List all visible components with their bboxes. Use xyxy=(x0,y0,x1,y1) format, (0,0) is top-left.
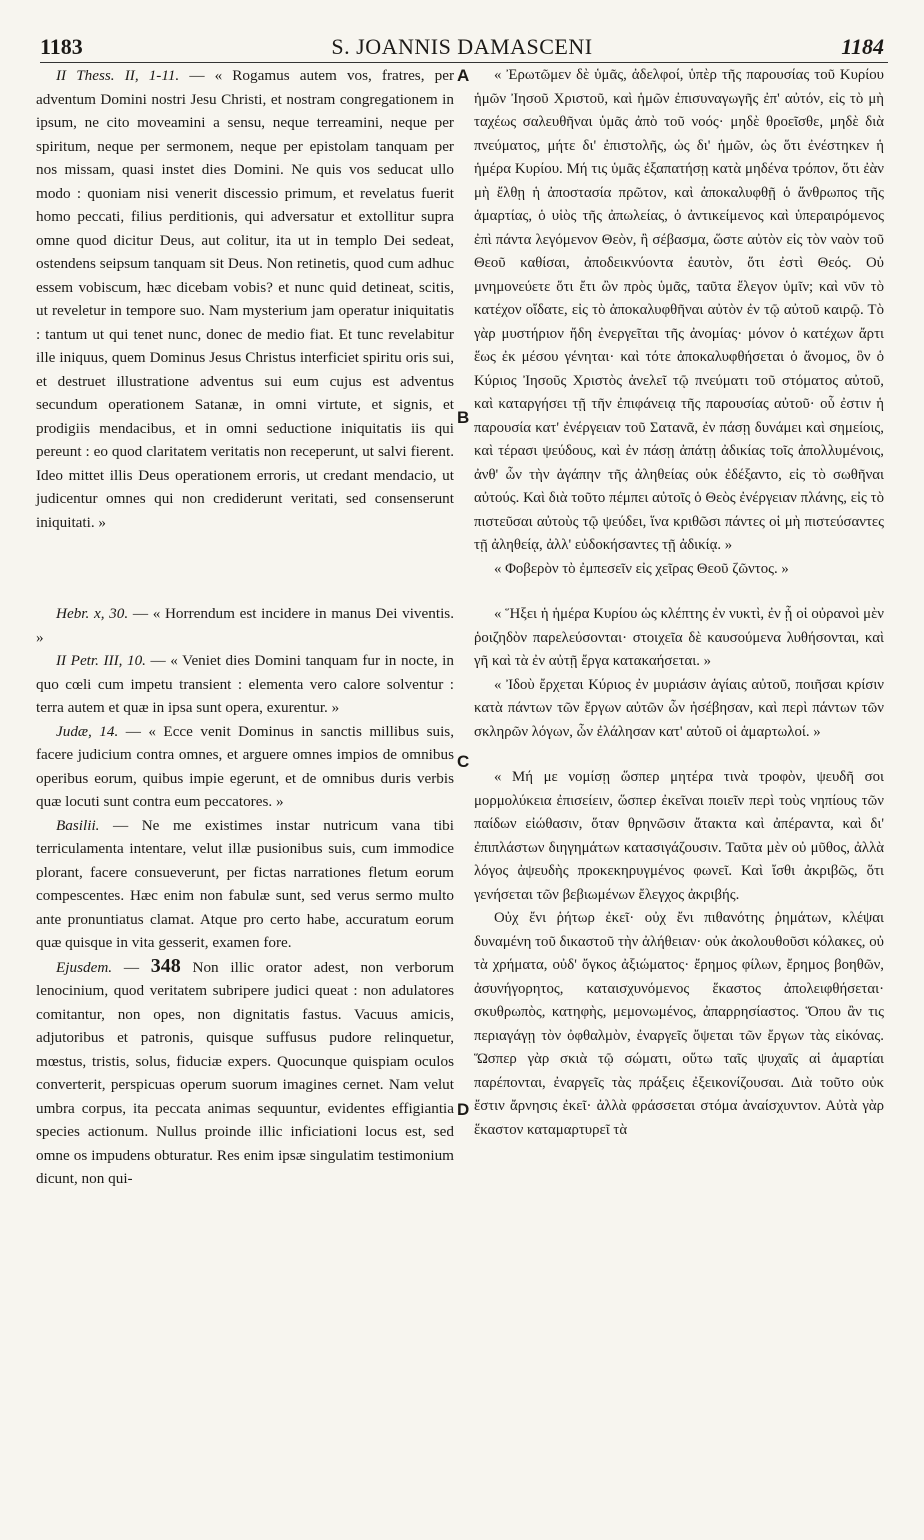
latin-passage-petr xyxy=(36,649,454,720)
section-dash: — xyxy=(123,958,151,976)
page-header xyxy=(40,34,884,64)
margin-letter-b: B xyxy=(457,408,470,427)
scripture-reference: II Petr. III, 10. xyxy=(56,652,146,669)
passage-text: — « Ecce venit Dominus in sanctis millibus suis, facere judicium contra omnes, et arguere omnes impios de omnibus operibus eorum, quibus impie egerunt, et de omnibus duris verbis quæ locuti sunt contra eum peccatores. » xyxy=(36,722,455,810)
passage-text: Non illic orator adest, non verborum lenocinium, quod veritatem subripere judici queat : non adulatores comitantur, non opes, non dignitatis fastus. Vacuus amicis, adjutoribus et patronis, quisque suffusus pudore relinquetur, mœstus, tristis, solus, fiduciæ expers. Quocunque quispiam oculos converterit, perspicuas operum suorum imagines cernet. Nam velut umbra corpus, ita peccata animas sequuntur, evidentes effigiantia species actionum. Nullus proinde illic inficiationi locus est, sed omne os impudens obturatur. Res enim ipsæ singulatim testimonium dicunt, non qui- xyxy=(36,958,455,1187)
passage-text: — « Horrendum est incidere in manus Dei viventis. » xyxy=(36,605,454,646)
page-number-left: 1183 xyxy=(40,34,83,59)
scripture-reference: II Thess. II, 1-11. xyxy=(56,67,180,84)
margin-letter-a: A xyxy=(457,66,470,85)
page-number-right: 1184 xyxy=(841,34,884,59)
section-number: 348 xyxy=(150,954,181,977)
running-title: S. JOANNIS DAMASCENI xyxy=(331,34,593,59)
latin-passage-ejusdem xyxy=(36,955,454,1191)
latin-passage-thess xyxy=(36,64,454,534)
greek-passage-thess: « Ἐρωτῶμεν δὲ ὑμᾶς, ἀδελφοί, ὑπὲρ τῆς παρουσίας τοῦ Κυρίου ἡμῶν Ἰησοῦ Χριστοῦ, καὶ ἡμῶν ἐπισυναγωγῆς ἐπ' αὐτόν, εἰς τὸ μὴ ταχέως σαλευθῆναι ὑμᾶς ἀπὸ τοῦ νοός· μηδὲ θροεῖσθε, μηδὲ διὰ πνεύματος, μήτε δι' ἐπιστολῆς, ὡς δι' ἡμῶν, ὡς ὅτι ἐνέστηκεν ἡ ἡμέρα Κυρίου. Μή τις ὑμᾶς ἐξαπατήσῃ κατὰ μηδένα τρόπον, ὅτι ἐὰν μὴ ἔλθῃ ἡ ἀποστασία πρῶτον, καὶ ἀποκαλυφθῇ ὁ ἄνθρωπος τῆς ἁμαρτίας, ὁ υἱὸς τῆς ἀπωλείας, ὁ ἀντικείμενος καὶ ὑπεραιρόμενος ἐπὶ πάντα λεγόμενον Θεὸν, ἢ σέβασμα, ὥστε αὐτὸν εἰς τὸν ναὸν τοῦ Θεοῦ καθίσαι, ἀποδεικνύοντα ἑαυτὸν, ὅτι ἐστὶ Θεός. Οὐ μνημονεύετε ὅτι ἔτι ὢν πρὸς ὑμᾶς, ταῦτα ἔλεγον ὑμῖν; καὶ νῦν τὸ κατέχον οἴδατε, εἰς τὸ ἀποκαλυφθῆναι αὐτὸν ἐν τῷ αὐτοῦ καιρῷ. Τὸ γὰρ μυστήριον ἤδη ἐνεργεῖται τῆς ἀνομίας· μόνον ὁ κατέχων ἄρτι ἕως ἐκ μέσου γένηται· καὶ τότε ἀποκαλυφθήσεται ὁ ἄνομος, ὃν ὁ Κύριος Ἰησοῦς Χριστὸς ἀνελεῖ τῷ πνεύματι τοῦ στόματος αὐτοῦ, καὶ καταργήσει τῇ τῆν ἐπιφάνειᾳ τῆς παρουσίας αὐτοῦ· οὗ ἐστιν ἡ παρουσία κατ' ἐνέργειαν τοῦ Σατανᾶ, ἐν πάσῃ δυνάμει καὶ σημείοις, καὶ τέρασι ψεύδους, καὶ ἐν πάσῃ ἀπάτῃ ἀδικίας τοῖς ἀπολλυμένοις, ἀνθ' ὧν τὴν ἀγάπην τῆς ἀληθείας οὐκ ἐδέξαντο, εἰς τὸ σωθῆναι αὐτούς. Καὶ διὰ τοῦτο πέμπει αὐτοῖς ὁ Θεὸς ἐνέργειαν πλάνης, εἰς τὸ πιστεῦσαι αὐτοὺς τῷ ψεύδει, ἵνα κριθῶσι πάντες οἱ μὴ πιστεύσαντες τῇ ἀληθείᾳ, ἀλλ' εὐδοκήσαντες τῇ ἀδικίᾳ. » xyxy=(474,67,884,553)
greek-column xyxy=(474,64,884,1142)
latin-passage-judae xyxy=(36,720,454,814)
greek-passage-hebr: « Φοβερὸν τὸ ἐμπεσεῖν εἰς χεῖρας Θεοῦ ζῶντος. » xyxy=(494,560,789,577)
greek-passage-ejusdem: Οὐχ ἔνι ῥήτωρ ἐκεῖ· οὐχ ἔνι πιθανότης ῥημάτων, κλέψαι δυναμένη τοῦ δικαστοῦ τὴν ἀλήθειαν· οὐκ ἀκολουθοῦσι κόλακες, οὐ τὰ χρήματα, οὐδ' ὄγκος ἀξιώματος· ἔρημος φίλων, ἔρημος βοηθῶν, ἀσυνήγορητος, καταισχυνόμενος ἕκαστος ἀπολειφθήσεται· σκυθρωπὸς, κατηφὴς, μεμονωμένος, ἀπαρρησίαστος. Ὅπου ἂν τις περιαγάγῃ τὸν ὀφθαλμὸν, ἐναργεῖς ὄψεται τῶν ἔργων τὰς εἰκόνας. Ὥσπερ γὰρ σκιὰ τῷ σώματι, οὕτω ταῖς ψυχαῖς αἱ ἁμαρτίαι παρέπονται, ἐναργεῖς τὰς πράξεις ἐξεικονίζουσαι. Διὰ τοῦτο οὐκ ἔστιν ἄρνησις ἐκεῖ· ἀλλὰ φράσσεται στόμα ἀναίσχυντον. Αὐτὰ γὰρ ἕκαστον καταμαρτυρεῖ τὰ xyxy=(474,910,884,1138)
scripture-reference: Judæ, 14. xyxy=(56,722,119,740)
passage-text: — « Rogamus autem vos, fratres, per adventum Domini nostri Jesu Christi, et nostram congregationem in ipsum, ne cito moveamini a sensu, neque terreamini, neque per spiritum, neque per sermonem, neque per epistolam tanquam per nos missam, quasi instet dies Domini. Ne quis vos seducat ullo modo : quoniam nisi venerit discessio primum, et revelatus fuerit homo peccati, filius perditionis, qui adversatur et extollitur supra omne quod dicitur Deus, aut colitur, ita ut in templo Dei sedeat, ostendens seipsum tanquam sit Deus. Non retinetis, quod cum adhuc essem vobiscum, hæc dicebam vobis? et nunc quid detineat, scitis, ut reveletur in tempore suo. Nam mysterium jam operatur iniquitatis : tantum ut qui tenet nunc, donec de medio fiat. Et tunc revelabitur ille iniquus, quem Dominus Jesus Christus interficiet spiritu oris sui, et destruet illustratione adventus sui eum cujus est adventus secundum operationem Satanæ, in omni virtute, et signis, et prodigiis mendacibus, et in omni seductione iniquitatis iis qui pereunt : eo quod claritatem veritatis non receperunt, ut salvi fierent. Ideo mittet illis Deus operationem erroris, ut credant mendacio, ut judicentur omnes qui non crediderunt veritati, sed consenserunt iniquitati. » xyxy=(36,67,454,531)
header-rule xyxy=(40,62,888,63)
latin-passage-hebr xyxy=(36,602,454,649)
greek-passage-judae: « Ἰδοὺ ἔρχεται Κύριος ἐν μυριάσιν ἁγίαις αὐτοῦ, ποιῆσαι κρίσιν κατὰ πάντων τῶν ἔργων αὐτῶν ὧν ἠσέβησαν, καὶ περὶ πάντων τῶν σκληρῶν λόγων, ὧν ἐλάλησαν κατ' αὐτοῦ οἱ ἁμαρτωλοί. » xyxy=(474,676,884,740)
author-reference: Ejusdem. xyxy=(56,958,113,976)
passage-text: — « Veniet dies Domini tanquam fur in nocte, in quo cœli cum impetu transient : elementa vero calore solventur : terra autem et quæ in ipsa sunt opera, exurentur. » xyxy=(36,652,454,716)
latin-passage-basilii xyxy=(36,814,454,955)
margin-letter-c: C xyxy=(457,752,470,771)
scripture-reference: Hebr. x, 30. xyxy=(56,605,129,622)
latin-column xyxy=(36,64,454,1191)
greek-passage-petr: « Ἥξει ἡ ἡμέρα Κυρίου ὡς κλέπτης ἐν νυκτὶ, ἐν ᾗ οἱ οὐρανοὶ μὲν ῥοιζηδὸν παρελεύσονται· στοιχεῖα δὲ καυσούμενα λυθήσονται, καὶ γῆ καὶ τὰ ἐν αὐτῇ ἔργα κατακαήσεται. » xyxy=(474,606,884,669)
author-reference: Basilii. xyxy=(56,816,100,834)
passage-text: — Ne me existimes instar nutricum vana tibi terriculamenta intentare, velut illæ pusionibus suis, cum immodice plorant, facere consueverunt, per fictas narrationes fletum eorum compescentes. Hæc enim non fabulæ sunt, sed verus sermo multo ante pronuntiatus clamat. Atque pro certo habe, accuratum eorum quæ quisque in vita gesserit, examen fore. xyxy=(36,816,454,951)
greek-passage-basilii: « Μή με νομίσῃ ὥσπερ μητέρα τινὰ τροφὸν, ψευδῆ σοι μορμολύκεια ἐπισείειν, ὥσπερ ἐκεῖναι ποιεῖν περὶ τοὺς νηπίους τῶν παίδων εἰώθασιν, ὅταν θρηνῶσιν ἄτακτα καὶ ἀπέραντα, καὶ δι' ἐπιπλάστων διηγημάτων κατασιγάζουσιν. Ταῦτα μὲν οὐ μῦθος, ἀλλὰ λόγος ἀψευδὴς προκεκηρυγμένος φωνεῖ. Καὶ ἴσθι ἀκριβῶς, ὅτι γενήσεται τῶν βεβιωμένων ἔλεγχος ἀκριβής. xyxy=(474,769,884,903)
margin-letter-d: D xyxy=(457,1100,470,1119)
